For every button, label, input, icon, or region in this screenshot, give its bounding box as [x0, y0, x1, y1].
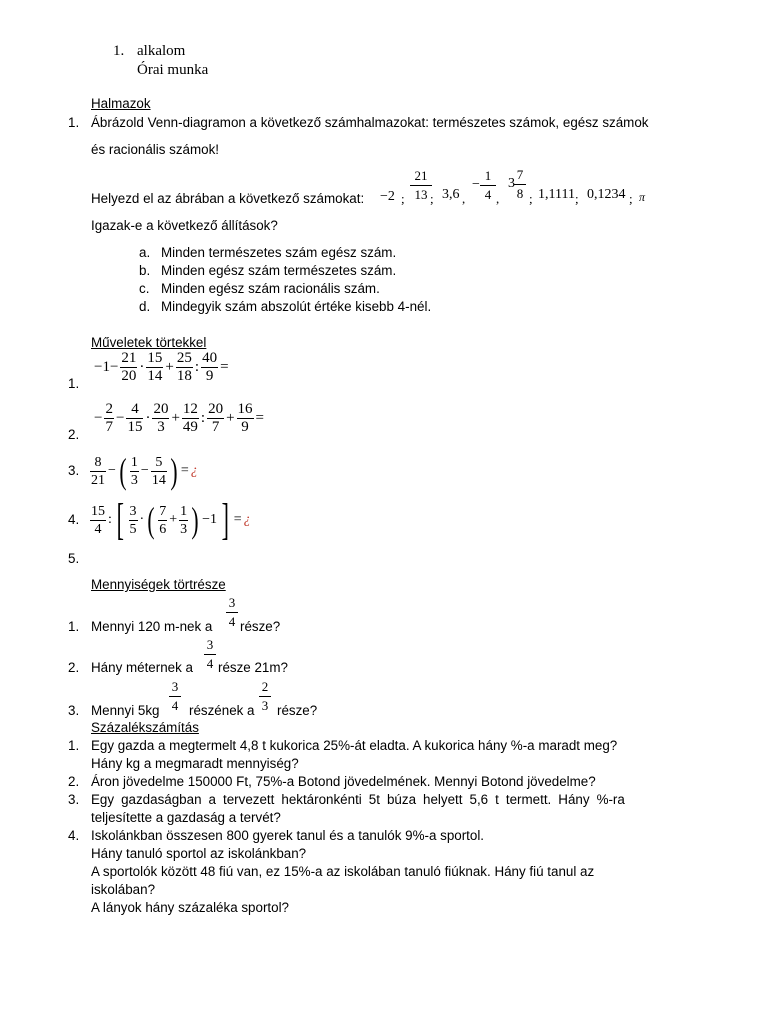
number-item: 1,1111: [538, 187, 575, 202]
denominator: 21: [91, 472, 105, 488]
fraction: [104, 401, 114, 436]
expression-3: [89, 453, 199, 489]
question-number: 4.: [68, 828, 80, 843]
fraction: [176, 350, 193, 385]
operator: ·: [139, 359, 145, 375]
question-number: 2.: [68, 660, 80, 675]
numerator: 7: [514, 166, 526, 185]
fraction: [126, 401, 143, 436]
section-heading-muveletek: Műveletek törtekkel: [91, 335, 207, 350]
denominator: 4: [484, 187, 492, 202]
operator: :: [108, 512, 112, 527]
denominator: 7: [211, 419, 220, 435]
denominator: 3: [157, 419, 165, 435]
true-false-prompt: Igazak-e a következő állítások?: [91, 218, 278, 233]
statement-letter: c.: [139, 281, 150, 296]
section-heading-halmazok: Halmazok: [91, 96, 151, 111]
operator: −: [94, 410, 103, 426]
denominator: 4: [171, 698, 179, 713]
number-item: 0,1234: [587, 187, 626, 202]
fraction: [480, 167, 496, 204]
operator: −1−: [94, 359, 119, 375]
denominator: 3: [180, 521, 188, 537]
question-text: A sportolók között 48 fiú van, ez 15%-a az iskolában tanuló fiúknak. Hány fiú tanul az: [91, 864, 595, 879]
fraction: [152, 401, 169, 436]
expression-number: 4.: [68, 512, 80, 527]
fraction: [151, 454, 167, 489]
denominator: 13: [414, 187, 428, 202]
operator: +: [226, 410, 235, 426]
mixed-whole: 3: [508, 176, 515, 191]
question-number: 3.: [68, 792, 80, 807]
lesson-number: 1.: [113, 43, 125, 59]
numerator: 8: [90, 454, 106, 472]
question-text: része?: [277, 703, 318, 718]
question-text: Hány tanuló sportol az iskolánkban?: [91, 846, 307, 861]
fraction: [90, 503, 106, 538]
expression-number: 5.: [68, 551, 80, 566]
numerator: 1: [130, 454, 138, 470]
number-list: [380, 189, 395, 205]
numerator: 20: [208, 401, 224, 417]
statement-letter: d.: [139, 299, 151, 314]
question-number: 1.: [68, 738, 80, 753]
statement-text: Minden egész szám természetes szám.: [161, 263, 397, 278]
denominator: 6: [159, 521, 167, 537]
denominator: 9: [205, 368, 214, 384]
fraction: [410, 167, 432, 204]
denominator: 9: [241, 419, 249, 435]
statement-letter: a.: [139, 245, 151, 260]
fraction: [120, 350, 137, 385]
operator: +: [165, 359, 174, 375]
section-heading-szazalek: Százalékszámítás: [91, 720, 199, 735]
fraction: [179, 503, 188, 538]
operator: ·: [139, 512, 145, 527]
denominator: 14: [147, 368, 163, 384]
denominator: 4: [228, 614, 236, 629]
separator: ,: [496, 191, 500, 206]
question-text: iskolában?: [91, 882, 156, 897]
right-paren: ): [191, 500, 199, 540]
number-sign: −: [472, 177, 480, 192]
fraction: [158, 503, 167, 538]
place-numbers-label: Helyezd el az ábrában a következő számokat:: [91, 191, 365, 206]
left-bracket: [: [116, 495, 124, 544]
operator: +: [171, 410, 180, 426]
denominator: 8: [516, 186, 524, 201]
operator: =: [180, 463, 189, 478]
separator: ;: [629, 191, 633, 206]
numerator: 12: [182, 401, 198, 417]
operator: =: [233, 512, 242, 527]
operator: +: [169, 512, 178, 527]
numerator: 25: [176, 350, 192, 366]
question-text-cont: és racionális számok!: [91, 142, 220, 157]
question-number: 1.: [68, 619, 80, 634]
question-text: A lányok hány százaléka sportol?: [91, 900, 290, 915]
operator: −: [108, 463, 116, 478]
lesson-subtitle: Órai munka: [137, 62, 209, 78]
numerator: 40: [202, 350, 218, 366]
left-paren: (: [119, 451, 127, 491]
numerator: 7: [159, 503, 167, 519]
denominator: 14: [151, 472, 166, 488]
fraction: [90, 454, 106, 489]
numerator: 5: [151, 454, 167, 472]
question-text: Hány méternek a: [91, 660, 193, 675]
question-text: Mennyi 120 m-nek a: [91, 619, 213, 634]
question-text: Ábrázold Venn-diagramon a következő számhalmazokat: természetes számok, egész számok: [91, 115, 649, 130]
denominator: 18: [176, 368, 192, 384]
statement-letter: b.: [139, 263, 151, 278]
statement-text: Minden természetes szám egész szám.: [161, 245, 397, 260]
fraction: [207, 401, 224, 436]
numerator: 16: [237, 401, 253, 417]
question-text: Egy gazdaságban a tervezett hektáronkénti 5t búza helyett 5,6 t termett. Hány %-ra: [91, 792, 625, 807]
fraction: [146, 350, 163, 385]
denominator: 3: [130, 472, 138, 488]
question-number: 3.: [68, 703, 80, 718]
operator: ·: [145, 410, 151, 426]
separator: ;: [401, 191, 405, 206]
statement-text: Mindegyik szám abszolút értéke kisebb 4-nél.: [161, 299, 432, 314]
number-item: −2: [380, 189, 395, 204]
operator: :: [194, 359, 200, 375]
denominator: 5: [129, 521, 137, 537]
denominator: 4: [206, 656, 214, 671]
expression-number: 1.: [68, 376, 80, 391]
denominator: 7: [105, 419, 113, 435]
fraction: [514, 166, 526, 203]
numerator: 15: [147, 350, 163, 366]
question-text: Mennyi 5kg: [91, 703, 160, 718]
numerator: 3: [169, 678, 181, 697]
operator: −: [115, 410, 125, 426]
numerator: 1: [480, 167, 496, 186]
operator: =: [255, 410, 265, 426]
separator: ;: [430, 191, 434, 206]
denominator: 3: [261, 698, 269, 713]
lesson-title: alkalom: [137, 43, 186, 59]
separator: ;: [529, 191, 533, 206]
expression-4: [89, 495, 252, 544]
denominator: 49: [182, 419, 198, 435]
separator: ,: [462, 191, 466, 206]
right-bracket: ]: [221, 495, 230, 544]
expression-1: [93, 350, 230, 385]
question-text: részének a: [189, 703, 255, 718]
fraction: [169, 678, 181, 715]
question-text: Iskolánkban összesen 800 gyerek tanul és a tanulók 9%-a sportol.: [91, 828, 485, 843]
question-text: Hány kg a megmaradt mennyiség?: [91, 756, 299, 771]
question-text: Áron jövedelme 150000 Ft, 75%-a Botond jövedelmének. Mennyi Botond jövedelme?: [91, 774, 596, 789]
fraction: [226, 594, 238, 631]
operator: −1: [202, 512, 218, 527]
numerator: 20: [153, 401, 169, 417]
numerator: 15: [91, 503, 105, 519]
numerator: 21: [410, 167, 432, 186]
section-heading-mennyisegek: Mennyiségek törtrésze: [91, 577, 226, 592]
denominator: 15: [127, 419, 143, 435]
fraction: [201, 350, 218, 385]
question-text: Egy gazda a megtermelt 4,8 t kukorica 25%-át eladta. A kukorica hány %-a maradt meg?: [91, 738, 618, 753]
fraction: [129, 503, 138, 538]
operator: =: [220, 359, 229, 375]
expression-number: 3.: [68, 463, 80, 478]
numerator: 3: [129, 503, 137, 519]
left-paren: (: [147, 500, 155, 540]
operator: −: [140, 463, 149, 478]
fraction: [130, 454, 139, 489]
number-item: π: [639, 190, 646, 204]
right-paren: ): [170, 451, 178, 491]
number-item: 3,6: [442, 187, 460, 202]
statement-text: Minden egész szám racionális szám.: [161, 281, 380, 296]
numerator: 4: [126, 401, 143, 419]
numerator: 21: [121, 350, 137, 366]
fraction: [204, 636, 216, 673]
numerator: 3: [226, 594, 238, 613]
operator: :: [200, 410, 206, 426]
question-text: része 21m?: [218, 660, 288, 675]
fraction: [259, 678, 271, 715]
numerator: 3: [204, 636, 216, 655]
expression-number: 2.: [68, 427, 80, 442]
question-text: teljesítette a gazdaság a tervét?: [91, 810, 281, 825]
question-text: része?: [240, 619, 281, 634]
denominator: 20: [121, 368, 137, 384]
numerator: 2: [105, 401, 113, 417]
expression-2: [93, 401, 265, 436]
question-number: 1.: [68, 115, 80, 130]
placeholder-mark: ¿: [243, 512, 251, 527]
numerator: 2: [259, 678, 271, 697]
placeholder-mark: ¿: [190, 463, 198, 478]
fraction: [237, 401, 254, 436]
denominator: 4: [94, 521, 102, 537]
numerator: 1: [180, 503, 188, 519]
separator: ;: [575, 191, 579, 206]
question-number: 2.: [68, 774, 80, 789]
fraction: [182, 401, 199, 436]
